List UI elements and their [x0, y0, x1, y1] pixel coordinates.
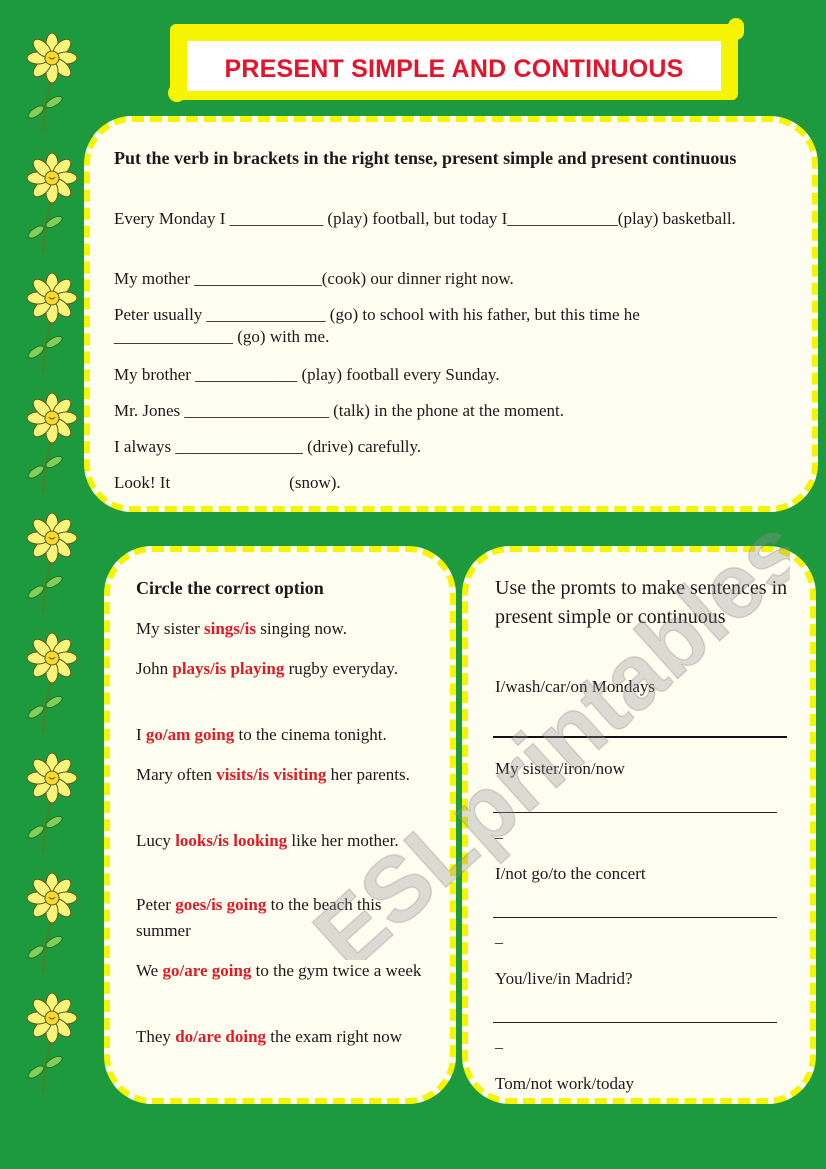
- sentence-start: John: [136, 659, 173, 678]
- exercise-3-instruction: Use the promts to make sentences in present simple or continuous: [495, 577, 788, 628]
- exercise-3-prompt: You/live/in Madrid?: [495, 969, 633, 988]
- sentence-start: We: [136, 961, 163, 980]
- exercise-2-item: [136, 616, 432, 642]
- exercise-1-line: My brother ____________ (play) football every Sunday.: [114, 365, 500, 384]
- answer-options[interactable]: do/are doing: [175, 1027, 267, 1046]
- flower-icon: [22, 750, 82, 860]
- page-title: PRESENT SIMPLE AND CONTINUOUS: [224, 55, 684, 83]
- exercise-1-panel: [84, 116, 818, 512]
- banner-inner: [184, 38, 724, 94]
- sentence-end: the exam right now: [266, 1027, 402, 1046]
- exercise-1-line: Peter usually ______________ (go) to school with his father, but this time he ______________ (go) with me.: [114, 305, 640, 346]
- answer-options[interactable]: sings/is: [204, 619, 256, 638]
- exercise-2-item: [136, 1024, 432, 1050]
- title-banner: [170, 18, 744, 102]
- sentence-start: Peter: [136, 895, 176, 914]
- sentence-start: Mary often: [136, 765, 217, 784]
- exercise-2-item: [136, 958, 432, 984]
- flower-icon: [22, 390, 82, 500]
- sentence-end: like her mother.: [287, 831, 399, 850]
- exercise-2-item: [136, 762, 432, 788]
- flower-icon: [22, 150, 82, 260]
- answer-options[interactable]: go/are going: [162, 961, 252, 980]
- exercise-1-line: Look! It (snow).: [114, 473, 341, 492]
- exercise-1-line: Mr. Jones _________________ (talk) in the phone at the moment.: [114, 401, 564, 420]
- exercise-3-prompt: I/wash/car/on Mondays: [495, 677, 656, 696]
- flower-icon: [22, 510, 82, 620]
- sentence-end: to the beach this summer: [136, 895, 382, 940]
- exercise-2-item: [136, 656, 432, 682]
- exercise-2-item: [136, 722, 432, 748]
- answer-line[interactable]: [493, 736, 787, 738]
- answer-options[interactable]: visits/is visiting: [216, 765, 327, 784]
- exercise-2-item: [136, 892, 432, 944]
- answer-options[interactable]: looks/is looking: [175, 831, 288, 850]
- exercise-3-prompt: I/not go/to the concert: [495, 864, 646, 883]
- answer-line[interactable]: [493, 917, 777, 918]
- exercise-1-line: My mother _______________(cook) our dinner right now.: [114, 269, 514, 288]
- answer-line-dash: _: [495, 929, 503, 946]
- answer-line-dash: _: [495, 1034, 503, 1051]
- sentence-end: singing now.: [255, 619, 347, 638]
- flower-icon: [22, 870, 82, 980]
- exercise-2-item: [136, 828, 432, 854]
- exercise-1-line: Every Monday I ___________ (play) football, but today I_____________(play) basketball.: [114, 209, 736, 228]
- flower-icon: [22, 30, 82, 140]
- exercise-2-instruction: Circle the correct option: [136, 578, 324, 598]
- sentence-end: to the cinema tonight.: [234, 725, 387, 744]
- flower-icon: [22, 990, 82, 1100]
- sentence-end: to the gym twice a week: [251, 961, 422, 980]
- answer-options[interactable]: go/am going: [145, 725, 235, 744]
- banner-frame: [170, 24, 738, 100]
- exercise-3-prompt: My sister/iron/now: [495, 759, 625, 778]
- sentence-start: They: [136, 1027, 176, 1046]
- sentence-end: rugby everyday.: [284, 659, 398, 678]
- answer-line-dash: _: [495, 824, 503, 841]
- answer-options[interactable]: goes/is going: [175, 895, 267, 914]
- exercise-2-panel: [104, 546, 456, 1104]
- flower-icon: [22, 270, 82, 380]
- exercise-1-line: I always _______________ (drive) carefully.: [114, 437, 422, 456]
- exercise-1-instruction: Put the verb in brackets in the right tense, present simple and present continuous: [114, 148, 737, 168]
- sentence-end: her parents.: [326, 765, 410, 784]
- exercise-3-prompt: Tom/not work/today: [495, 1074, 635, 1093]
- sentence-start: Lucy: [136, 831, 176, 850]
- sentence-start: My sister: [136, 619, 204, 638]
- flower-icon: [22, 630, 82, 740]
- answer-options[interactable]: plays/is playing: [172, 659, 285, 678]
- sentence-start: I: [136, 725, 146, 744]
- exercise-3-panel: [462, 546, 816, 1104]
- answer-line[interactable]: [493, 812, 777, 813]
- banner-curl: [168, 84, 186, 102]
- answer-line[interactable]: [493, 1022, 777, 1023]
